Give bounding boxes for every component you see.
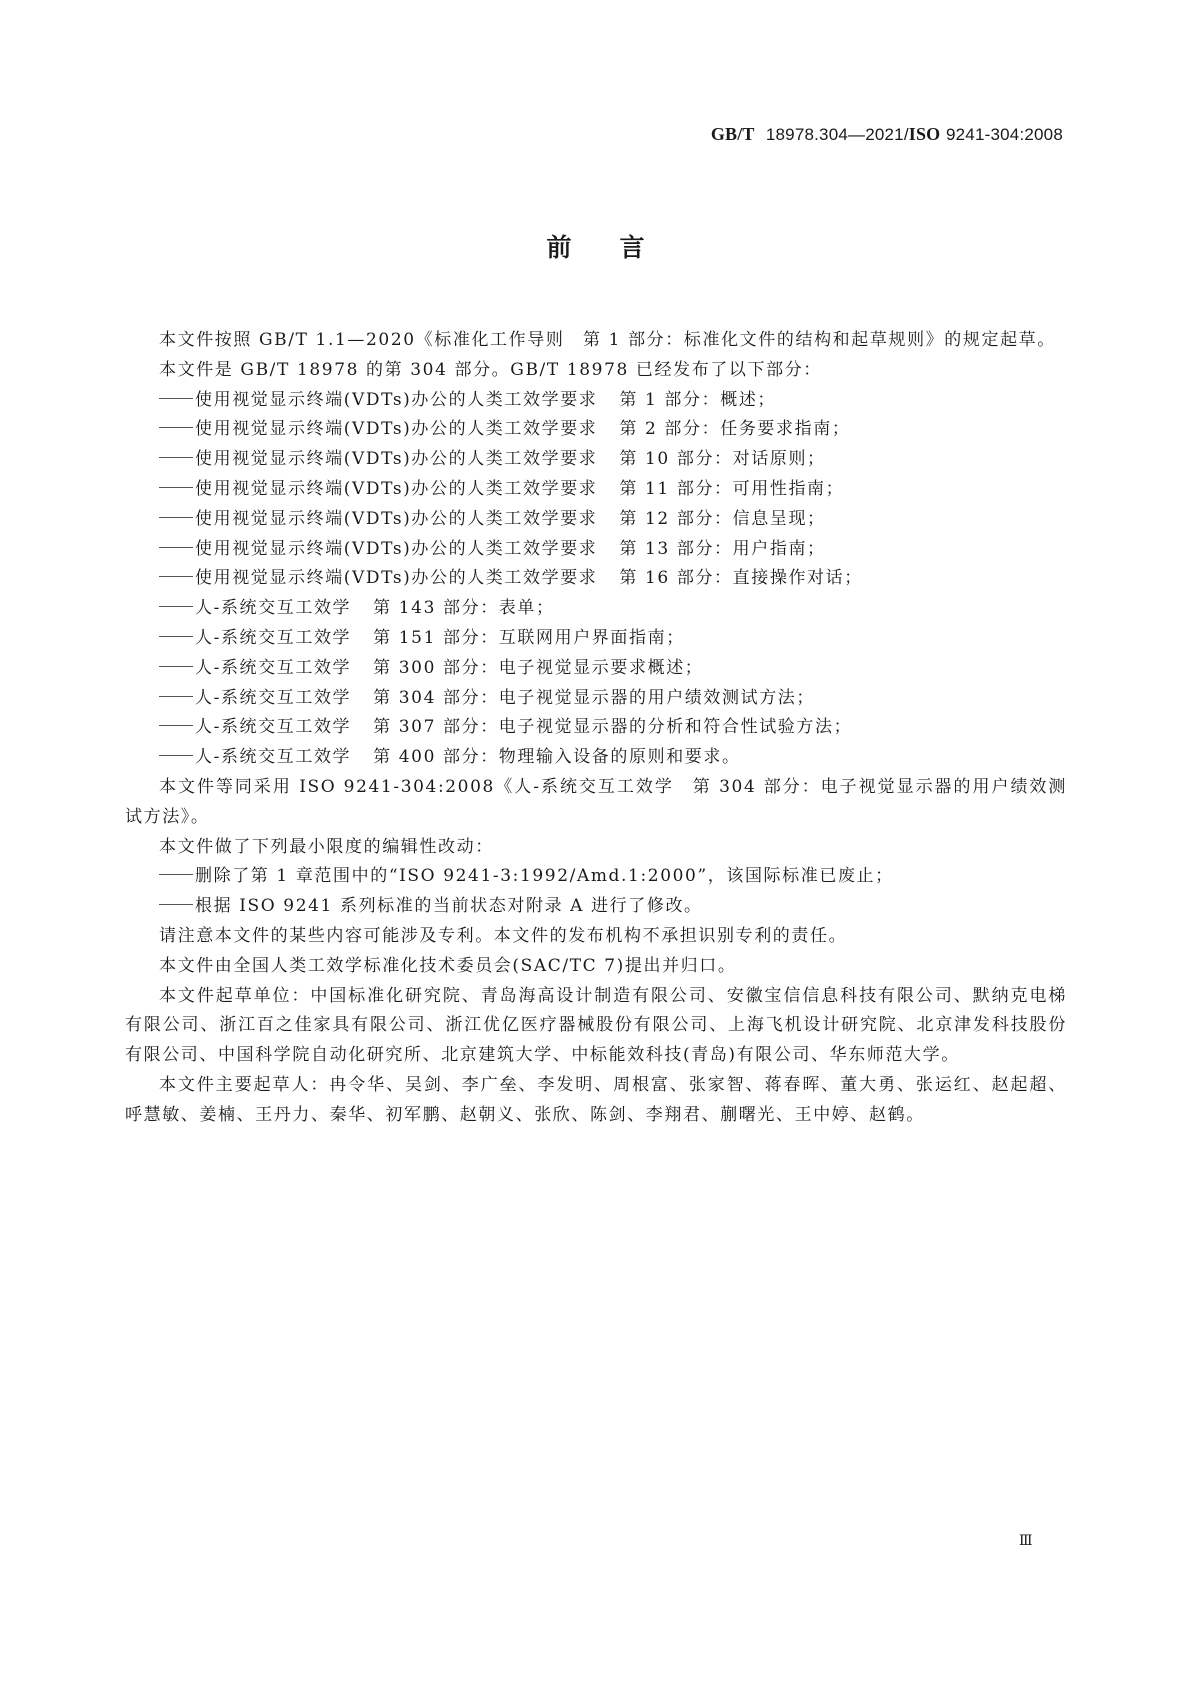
paragraph-committee: 本文件由全国人类工效学标准化技术委员会(SAC/TC 7)提出并归口。 [159, 955, 737, 976]
list-item [125, 564, 1067, 594]
paragraph-patent-notice: 请注意本文件的某些内容可能涉及专利。本文件的发布机构不承担识别专利的责任。 [159, 925, 848, 946]
part-title: 第 151 部分：互联网用户界面指南； [373, 627, 685, 648]
em-dash-icon [159, 576, 193, 577]
page-title: 前言 [546, 233, 693, 262]
part-title: 第 2 部分：任务要求指南； [619, 419, 851, 440]
list-item [125, 654, 1067, 684]
em-dash-icon [159, 874, 193, 875]
em-dash-icon [159, 725, 193, 726]
list-item [125, 594, 1067, 624]
part-title: 第 11 部分：可用性指南； [619, 478, 845, 499]
list-item [125, 624, 1067, 654]
standard-code-header [711, 124, 1063, 145]
list-item [125, 713, 1067, 743]
part-series: 使用视觉显示终端(VDTs)办公的人类工效学要求 [195, 478, 598, 499]
part-title: 第 10 部分：对话原则； [619, 449, 826, 470]
part-series: 使用视觉显示终端(VDTs)办公的人类工效学要求 [195, 389, 598, 410]
part-series: 人-系统交互工效学 [195, 598, 352, 619]
paragraph-drafters: 本文件主要起草人：冉令华、吴剑、李广垒、李发明、周根富、张家智、蒋春晖、董大勇、张运红、赵起超、呼慧敏、姜楠、王丹力、秦华、初军鹏、赵朝义、张欣、陈剑、李翔君、蒯曙光、王中婷、赵鹤。 [125, 1074, 1067, 1125]
part-title: 第 304 部分：电子视觉显示器的用户绩效测试方法； [373, 687, 816, 708]
page-number: Ⅲ [1019, 1533, 1032, 1549]
list-item [125, 386, 1067, 416]
list-item [125, 505, 1067, 535]
em-dash-icon [159, 636, 193, 637]
part-series: 使用视觉显示终端(VDTs)办公的人类工效学要求 [195, 568, 598, 589]
list-item [125, 445, 1067, 475]
list-item [125, 475, 1067, 505]
part-series: 人-系统交互工效学 [195, 687, 352, 708]
part-title: 第 400 部分：物理输入设备的原则和要求。 [373, 747, 741, 768]
part-series: 使用视觉显示终端(VDTs)办公的人类工效学要求 [195, 538, 598, 559]
paragraph-drafting-units: 本文件起草单位：中国标准化研究院、青岛海高设计制造有限公司、安徽宝信信息科技有限公司、默纳克电梯有限公司、浙江百之佳家具有限公司、浙江优亿医疗器械股份有限公司、上海飞机设计研究院、北京津发科技股份有限公司、中国科学院自动化研究所、北京建筑大学、中标能效科技(青岛)有限公司、华东师范大学。 [125, 985, 1067, 1066]
paragraph-edits-intro: 本文件做了下列最小限度的编辑性改动： [159, 836, 494, 857]
part-series: 使用视觉显示终端(VDTs)办公的人类工效学要求 [195, 508, 598, 529]
part-series: 人-系统交互工效学 [195, 747, 352, 768]
part-title: 第 300 部分：电子视觉显示要求概述； [373, 657, 704, 678]
gb-number: 18978.304—2021/ [765, 125, 909, 144]
part-title: 第 13 部分：用户指南； [619, 538, 826, 559]
part-series: 使用视觉显示终端(VDTs)办公的人类工效学要求 [195, 419, 598, 440]
em-dash-icon [159, 487, 193, 488]
iso-number: 9241-304:2008 [946, 125, 1063, 144]
edit-text: 根据 ISO 9241 系列标准的当前状态对附录 A 进行了修改。 [195, 896, 703, 917]
part-title: 第 143 部分：表单； [373, 598, 555, 619]
em-dash-icon [159, 398, 193, 399]
part-title: 第 1 部分：概述； [619, 389, 777, 410]
published-parts-list [125, 386, 1067, 773]
em-dash-icon [159, 755, 193, 756]
list-item [125, 743, 1067, 773]
em-dash-icon [159, 427, 193, 428]
em-dash-icon [159, 666, 193, 667]
part-series: 人-系统交互工效学 [195, 627, 352, 648]
list-item [125, 535, 1067, 565]
list-item [125, 684, 1067, 714]
em-dash-icon [159, 606, 193, 607]
em-dash-icon [159, 457, 193, 458]
part-series: 使用视觉显示终端(VDTs)办公的人类工效学要求 [195, 449, 598, 470]
gb-prefix: GB/T [710, 124, 755, 144]
part-title: 第 12 部分：信息呈现； [619, 508, 826, 529]
part-series: 人-系统交互工效学 [195, 717, 352, 738]
iso-prefix: ISO [908, 124, 941, 144]
paragraph-part-intro: 本文件是 GB/T 18978 的第 304 部分。GB/T 18978 已经发布了以下部分： [159, 359, 822, 380]
list-item [125, 862, 1067, 892]
edits-list [125, 862, 1067, 922]
paragraph-drafting-rules: 本文件按照 GB/T 1.1—2020《标准化工作导则 第 1 部分：标准化文件的结构和起草规则》的规定起草。 [159, 330, 1056, 350]
paragraph-adoption: 本文件等同采用 ISO 9241-304:2008《人-系统交互工效学 第 304 部分：电子视觉显示器的用户绩效测试方法》。 [125, 776, 1067, 827]
edit-text: 删除了第 1 章范围中的“ISO 9241-3:1992/Amd.1:2000”，该国际标准已废止； [195, 866, 894, 887]
list-item [125, 892, 1067, 922]
em-dash-icon [159, 696, 193, 697]
part-title: 第 16 部分：直接操作对话； [619, 568, 863, 589]
em-dash-icon [159, 904, 193, 905]
em-dash-icon [159, 517, 193, 518]
part-series: 人-系统交互工效学 [195, 657, 352, 678]
list-item [125, 415, 1067, 445]
em-dash-icon [159, 547, 193, 548]
part-title: 第 307 部分：电子视觉显示器的分析和符合性试验方法； [373, 717, 853, 738]
foreword-body [125, 326, 1067, 1131]
